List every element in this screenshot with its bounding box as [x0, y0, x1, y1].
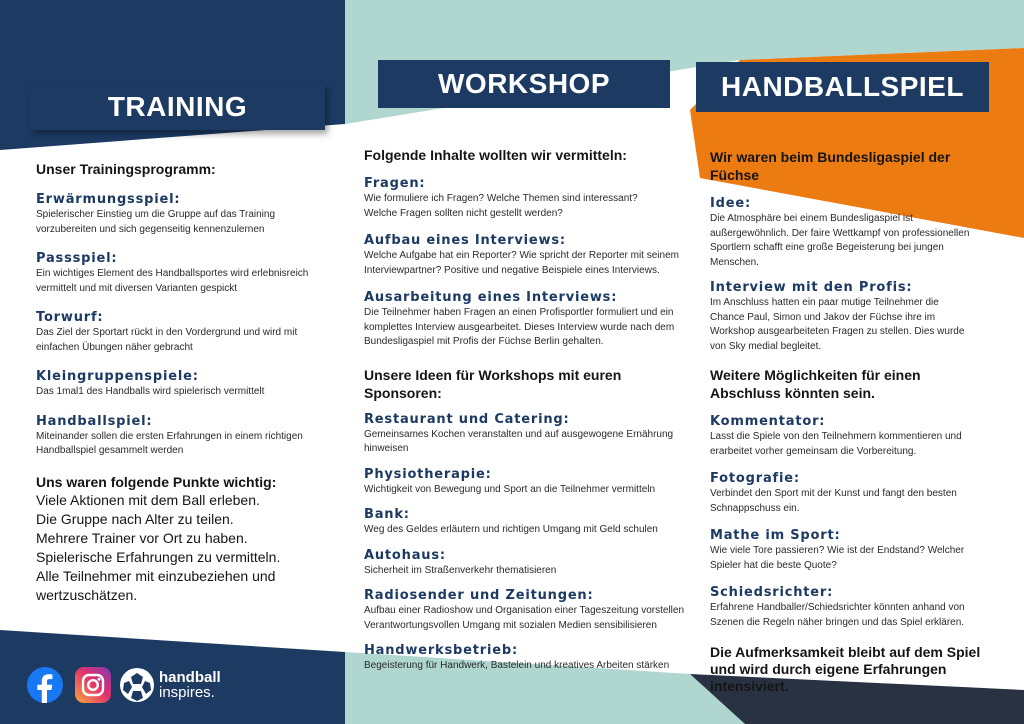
handballspiel-section [710, 280, 990, 354]
section-text-line: Das Ziel der Sportart rückt in den Vordergrund und wird mit [36, 327, 298, 338]
section-heading: Mathe im Sport: [710, 528, 841, 543]
section-text-line: Chance Paul, Simon und Jakov der Füchse ihre im [710, 311, 936, 323]
section-text-line: einfachen Übungen näher gebracht [36, 341, 193, 353]
more-heading-line: Abschluss könnten sein. [710, 385, 875, 401]
section-text-line: Das 1mal1 des Handballs wird spielerisch vermittelt [36, 386, 265, 397]
section-heading: Physiotherapie: [364, 466, 492, 482]
section-text-line: Die Atmosphäre bei einem Bundesligaspiel ist [710, 213, 913, 224]
section-text-line: Spieler hat die beste Quote? [710, 559, 837, 571]
training-section [36, 310, 326, 355]
section-text-line: vermittelt und mit diversen Varianten gespickt [36, 282, 238, 294]
handballspiel-option [710, 471, 990, 516]
training-section [36, 192, 326, 237]
footer-social [27, 667, 221, 703]
section-text-line: Sicherheit im Straßenverkehr thematisieren [364, 564, 557, 576]
logo-line-2: inspires. [159, 684, 215, 701]
section-text-line: Ein wichtiges Element des Handballsportes wird erlebnisreich [36, 268, 309, 279]
section-text-line: Workshop ausgearbeiteten Fragen zu stellen. Dies wurde [710, 326, 965, 337]
section-heading: Idee: [710, 196, 751, 211]
handballspiel-intro-line: Wir waren beim Bundesligaspiel der [710, 149, 951, 165]
section-text-line: Begeisterung für Handwerk, Bastelein und kreatives Arbeiten stärken [364, 660, 670, 671]
section-text-line: Erfahrene Handballer/Schiedsrichter könnten anhand von [710, 602, 965, 613]
section-heading: Restaurant und Catering: [364, 411, 570, 427]
workshop-ideas-heading: Unsere Ideen für Workshops mit euren Sponsoren: [364, 366, 622, 401]
point-line: Alle Teilnehmer mit einzubeziehen und [36, 567, 276, 584]
handballspiel-intro-line: Füchse [710, 167, 760, 183]
handballspiel-option [710, 528, 990, 573]
section-text-line: Verantwortungsvollen Umgang mit sozialen Medien sensibilisieren [364, 619, 657, 631]
section-heading: Fotografie: [710, 471, 800, 486]
outro-line: intensiviert. [710, 678, 789, 694]
outro-line: und wird durch eigene Erfahrungen [710, 661, 947, 677]
section-text-line: Weg des Geldes erläutern und richtigen Umgang mit Geld schulen [364, 524, 658, 535]
training-section [36, 251, 326, 296]
logo-line-1: handball [159, 669, 221, 686]
workshop-idea [364, 643, 699, 674]
section-heading: Kommentator: [710, 414, 826, 429]
workshop-banner: WORKSHOP [378, 60, 670, 108]
section-heading: Interview mit den Profis: [710, 280, 913, 295]
section-text-line: Die Teilnehmer haben Fragen an einen Profisportler formuliert und ein [364, 307, 674, 318]
workshop-idea [364, 412, 699, 457]
workshop-column [364, 146, 699, 674]
point-line: Mehrere Trainer vor Ort zu haben. [36, 529, 248, 546]
instagram-icon[interactable] [75, 667, 111, 703]
section-text-line: Wichtigkeit von Bewegung und Sport an die Teilnehmer vermitteln [364, 483, 656, 495]
section-heading: Erwärmungsspiel: [36, 192, 181, 207]
workshop-idea [364, 467, 699, 498]
section-heading: Schiedsrichter: [710, 585, 834, 600]
training-section [36, 414, 326, 459]
section-text-line: Welche Aufgabe hat ein Reporter? Wie spricht der Reporter mit seinem [364, 250, 679, 261]
section-text-line: hinweisen [364, 443, 409, 454]
section-text-line: Sportlern schafft eine große Begeisterung bei jungen [710, 242, 944, 253]
section-text-line: erarbeitet vorher gemeinsam die Vorbereitung. [710, 445, 917, 457]
facebook-icon[interactable] [27, 667, 63, 703]
section-text-line: Gemeinsames Kochen veranstalten und auf ausgewogene Ernährung [364, 428, 674, 440]
section-heading: Bank: [364, 507, 410, 522]
workshop-idea [364, 507, 699, 538]
section-text-line: von Sky medial begleitet. [710, 340, 822, 352]
handballspiel-option [710, 585, 990, 630]
workshop-intro: Folgende Inhalte wollten wir vermitteln: [364, 147, 627, 163]
section-heading: Autohaus: [364, 547, 446, 563]
section-heading: Torwurf: [36, 310, 104, 325]
section-text-line: Aufbau einer Radioshow und Organisation einer Tageszeitung vorstellen [364, 605, 685, 616]
handballspiel-banner: HANDBALLSPIEL [696, 62, 989, 112]
section-text-line: Handballspiel gesammelt werden [36, 445, 184, 456]
section-heading: Fragen: [364, 176, 426, 191]
section-text-line: Verbindet den Sport mit der Kunst und fangt den besten [710, 488, 957, 499]
points-heading: Uns waren folgende Punkte wichtig: [36, 473, 277, 490]
section-text-line: Welche Fragen sollten nicht gestellt werden? [364, 207, 563, 219]
workshop-section [364, 233, 699, 278]
section-text-line: Interviewpartner? Positive und negative Beispiele eines Interviews. [364, 264, 660, 276]
training-section [36, 369, 326, 400]
workshop-section [364, 290, 699, 350]
section-heading: Kleingruppenspiele: [36, 369, 199, 384]
training-banner: TRAINING [30, 84, 325, 130]
section-text-line: Wie viele Tore passieren? Wie ist der Endstand? Welcher [710, 545, 965, 556]
workshop-section [364, 176, 699, 221]
logo-text [159, 670, 221, 700]
section-heading: Handballspiel: [36, 413, 153, 429]
section-text-line: Wie formuliere ich Fragen? Welche Themen sind interessant? [364, 193, 638, 204]
handballspiel-option [710, 414, 990, 459]
point-line: wertzuschätzen. [36, 586, 138, 603]
point-line: Spielerische Erfahrungen zu vermitteln. [36, 548, 281, 565]
section-heading: Handwerksbetrieb: [364, 643, 518, 658]
section-text-line: Szenen die Regeln näher bringen und das Spiel erklären. [710, 616, 965, 628]
section-heading: Radiosender und Zeitungen: [364, 588, 594, 603]
section-text-line: Menschen. [710, 256, 759, 268]
handball-inspires-logo[interactable] [119, 667, 221, 703]
training-intro: Unser Trainingsprogramm: [36, 161, 216, 177]
section-text-line: Schnappschuss ein. [710, 502, 800, 514]
more-heading-line: Weitere Möglichkeiten für einen [710, 367, 921, 383]
section-text-line: Lasst die Spiele von den Teilnehmern kommentieren und [710, 431, 962, 442]
handball-ball-icon [119, 667, 155, 703]
section-text-line: Spielerischer Einstieg um die Gruppe auf das Training [36, 209, 276, 220]
handballspiel-column [710, 148, 990, 695]
section-heading: Aufbau eines Interviews: [364, 233, 566, 248]
point-line: Viele Aktionen mit dem Ball erleben. [36, 491, 260, 508]
point-line: Die Gruppe nach Alter zu teilen. [36, 510, 234, 527]
section-text-line: Miteinander sollen die ersten Erfahrungen in einem richtigen [36, 430, 303, 442]
workshop-idea [364, 588, 699, 633]
training-column [36, 160, 326, 605]
section-heading: Passspiel: [36, 251, 118, 266]
workshop-idea [364, 548, 699, 579]
handballspiel-section [710, 196, 990, 270]
section-text-line: Im Anschluss hatten ein paar mutige Teilnehmer die [710, 297, 939, 308]
section-text-line: vorzubereiten und sich gegenseitig kennenzulernen [36, 223, 265, 235]
section-text-line: Bundesligaspiel mit Profis der Füchse Berlin gehalten. [364, 336, 604, 347]
training-points [36, 473, 326, 605]
handballspiel-outro [710, 644, 990, 695]
section-text-line: komplettes Interview ausgearbeitet. Dieses Interview wurde nach dem [364, 321, 675, 333]
more-heading [710, 366, 990, 402]
section-text-line: außergewöhnlich. Der faire Wettkampf von professionellen [710, 227, 970, 239]
outro-line: Die Aufmerksamkeit bleibt auf dem Spiel [710, 644, 981, 660]
section-heading: Ausarbeitung eines Interviews: [364, 290, 618, 305]
